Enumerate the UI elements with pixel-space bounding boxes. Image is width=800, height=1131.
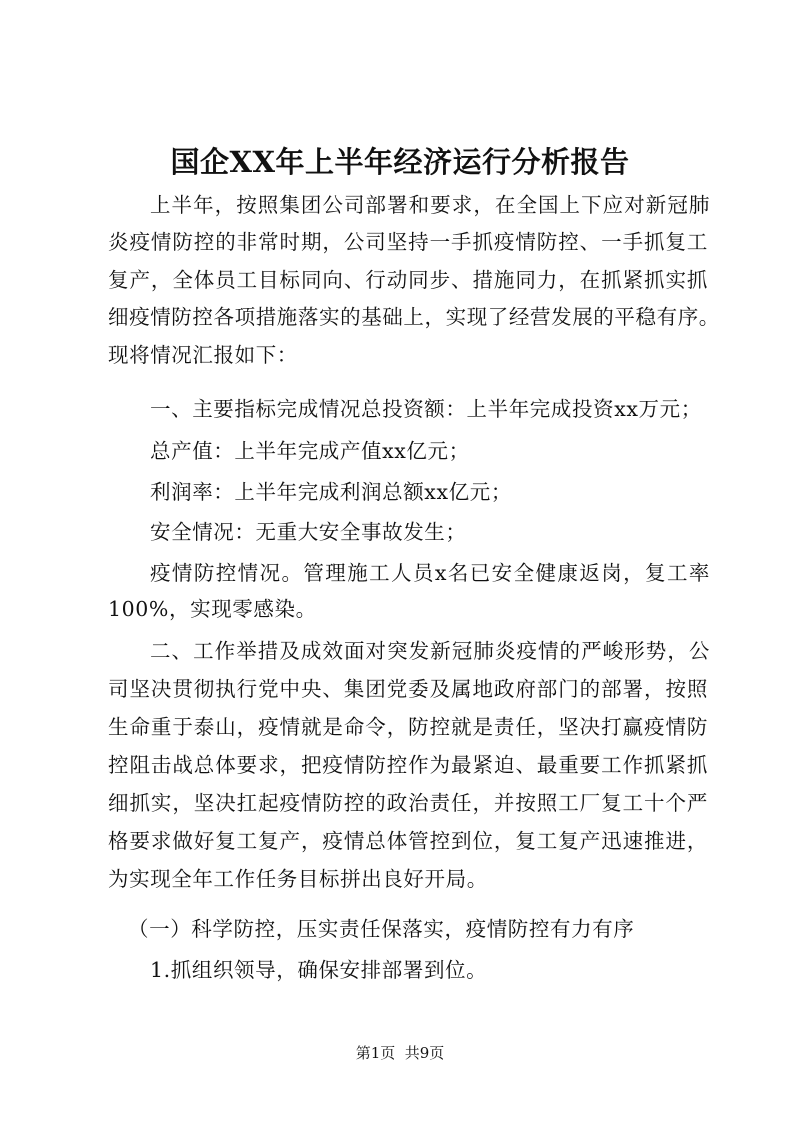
paragraph-line: 控阻击战总体要求，把疫情防控作为最紧迫、最重要工作抓紧抓: [108, 753, 708, 777]
paragraph-line: 复产，全体员工目标同向、行动同步、措施同力，在抓紧抓实抓: [108, 268, 708, 292]
paragraph-line: 细抓实，坚决扛起疫情防控的政治责任，并按照工厂复工十个严: [108, 791, 708, 815]
paragraph-line: 司坚决贯彻执行党中央、集团党委及属地政府部门的部署，按照: [108, 677, 708, 701]
paragraph-line: 利润率：上半年完成利润总额xx亿元；: [150, 480, 512, 504]
paragraph-line: 为实现全年工作任务目标拼出良好开局。: [108, 867, 488, 891]
section-heading: （一）科学防控，压实责任保落实，疫情防控有力有序: [128, 917, 635, 941]
paragraph-line: 100%，实现零感染。: [108, 597, 317, 621]
paragraph-line: 炎疫情防控的非常时期，公司坚持一手抓疫情防控、一手抓复工: [108, 230, 708, 254]
paragraph-line: 细疫情防控各项措施落实的基础上，实现了经营发展的平稳有序。: [108, 305, 720, 329]
paragraph-line: 上半年，按照集团公司部署和要求，在全国上下应对新冠肺: [150, 193, 710, 217]
paragraph-line: 现将情况汇报如下：: [108, 343, 298, 367]
paragraph-line: 总产值：上半年完成产值xx亿元；: [150, 439, 470, 463]
section-subheading: 1.抓组织领导，确保安排部署到位。: [150, 958, 488, 982]
paragraph-line: 一、主要指标完成情况总投资额：上半年完成投资xx万元；: [150, 397, 702, 421]
paragraph-line: 二、工作举措及成效面对突发新冠肺炎疫情的严峻形势，公: [150, 639, 710, 663]
paragraph-line: 安全情况：无重大安全事故发生；: [150, 520, 467, 544]
paragraph-line: 生命重于泰山，疫情就是命令，防控就是责任，坚决打赢疫情防: [108, 715, 708, 739]
paragraph-line: 格要求做好复工复产，疫情总体管控到位，复工复产迅速推进，: [108, 829, 708, 853]
document-title: 国企XX年上半年经济运行分析报告: [170, 145, 630, 179]
page-number-footer: 第1页 共9页: [355, 1044, 445, 1062]
paragraph-line: 疫情防控情况。管理施工人员x名已安全健康返岗，复工率: [150, 561, 710, 585]
